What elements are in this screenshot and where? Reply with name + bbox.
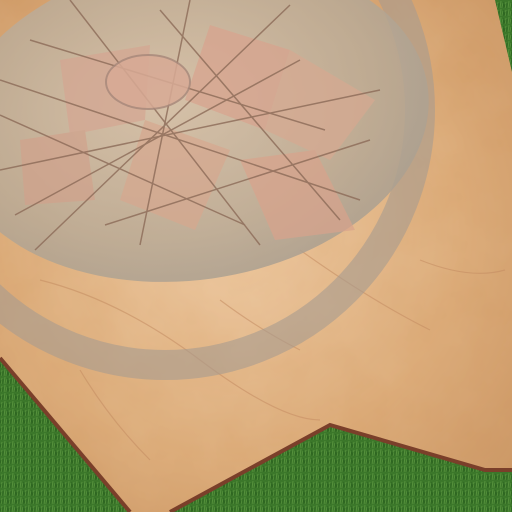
medallion-center — [106, 55, 190, 109]
